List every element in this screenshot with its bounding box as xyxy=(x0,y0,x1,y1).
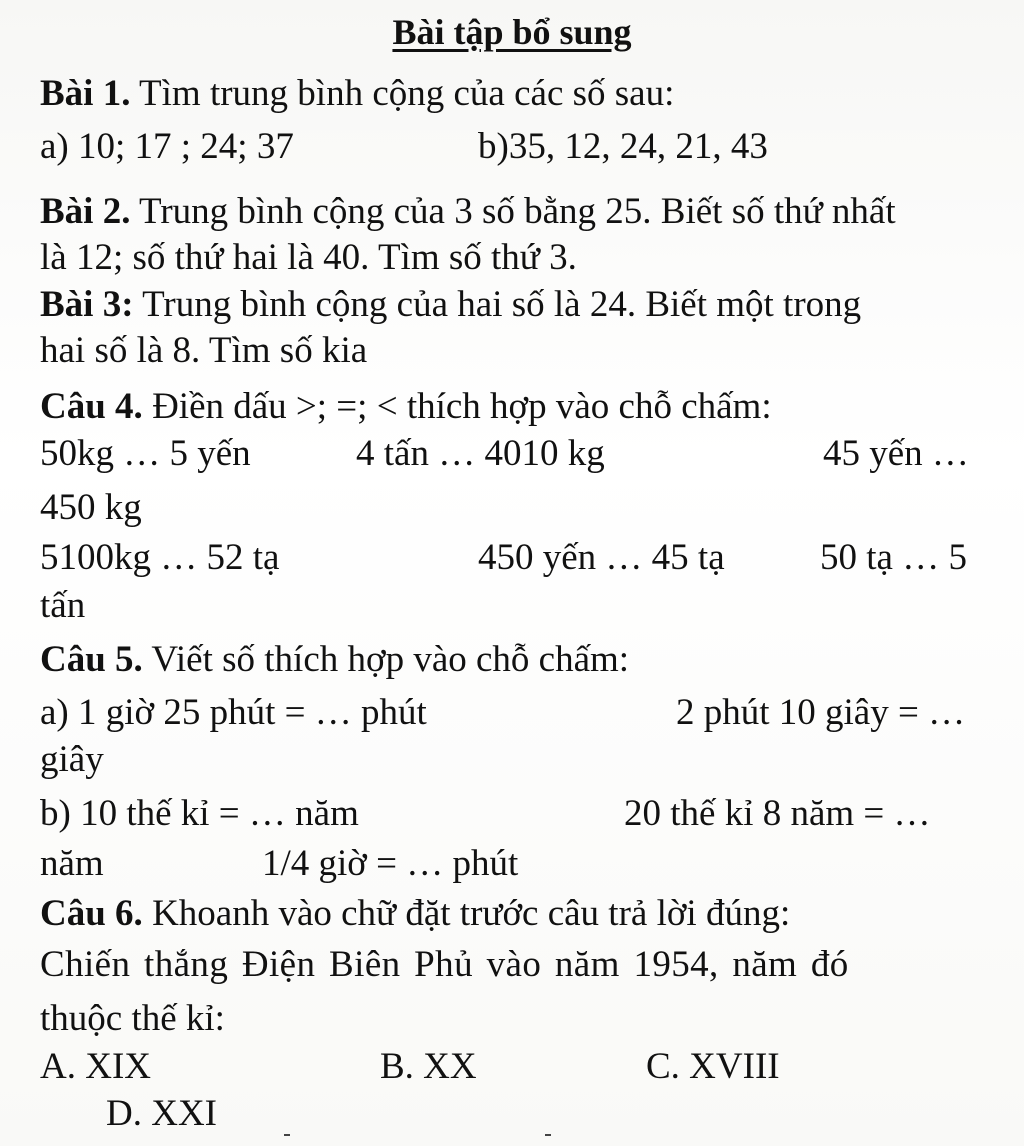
cau6-option-b: B. XX xyxy=(380,1046,477,1087)
cau4-item-5: 450 yến … 45 tạ xyxy=(478,537,725,578)
bai2-text-2: là 12; số thứ hai là 40. Tìm số thứ 3. xyxy=(40,237,577,278)
cau5-item-b2-cont: năm xyxy=(40,843,104,884)
cau5-item-b3: 1/4 giờ = … phút xyxy=(262,843,519,884)
cau4-item-3-cont: 450 kg xyxy=(40,487,142,528)
bai1-heading-text xyxy=(40,72,674,116)
cau5-item-b2: 20 thế kỉ 8 năm = … xyxy=(624,793,931,834)
bai1-item-a: a) 10; 17 ; 24; 37 xyxy=(40,126,294,167)
cau6-text: Khoanh vào chữ đặt trước câu trả lời đúng: xyxy=(142,893,791,934)
bai3-label: Bài 3: xyxy=(40,284,134,325)
bai2-label: Bài 2. xyxy=(40,191,131,232)
bai2-text-1: Trung bình cộng của 3 số bằng 25. Biết số thứ nhất xyxy=(130,191,896,232)
cau4-label: Câu 4. xyxy=(40,386,143,427)
cau6-heading-text xyxy=(40,892,790,936)
cau6-question-text-2: thuộc thế kỉ: xyxy=(40,998,225,1039)
cau5-item-a2: 2 phút 10 giây = … xyxy=(676,692,966,733)
page-title xyxy=(0,10,1024,54)
bai1-label: Bài 1. xyxy=(40,73,131,114)
cau5-item-b1: b) 10 thế kỉ = … năm xyxy=(40,793,359,834)
bai3-text-1: Trung bình cộng của hai số là 24. Biết một trong xyxy=(133,284,862,325)
cau5-heading-text xyxy=(40,638,629,682)
cau4-item-6: 50 tạ … 5 xyxy=(820,537,967,578)
cau5-text: Viết số thích hợp vào chỗ chấm: xyxy=(142,639,630,680)
cau5-item-a1: a) 1 giờ 25 phút = … phút xyxy=(40,692,427,733)
cropped-next-line xyxy=(0,1134,1024,1146)
bai3-text-2: hai số là 8. Tìm số kia xyxy=(40,330,368,371)
bai3-heading-text xyxy=(40,283,861,327)
cau6-label: Câu 6. xyxy=(40,893,143,934)
cau6-option-a: A. XIX xyxy=(40,1046,151,1087)
cau4-item-1: 50kg … 5 yến xyxy=(40,433,251,474)
bai1-item-b: b)35, 12, 24, 21, 43 xyxy=(478,126,768,167)
cau6-option-c: C. XVIII xyxy=(646,1046,780,1087)
cau6-option-d: D. XXI xyxy=(106,1093,217,1134)
title-text: Bài tập bổ sung xyxy=(392,12,632,52)
bai1-text: Tìm trung bình cộng của các số sau: xyxy=(130,73,675,114)
cau4-text: Điền dấu >; =; < thích hợp vào chỗ chấm: xyxy=(142,386,772,427)
cau4-heading-text xyxy=(40,385,772,429)
bai2-heading-text xyxy=(40,190,896,234)
cropped-mark-2 xyxy=(545,1134,551,1142)
cau5-item-a2-cont: giây xyxy=(40,739,104,780)
cau4-item-2: 4 tấn … 4010 kg xyxy=(356,433,605,474)
cau4-item-3: 45 yến … xyxy=(823,433,969,474)
cau5-label: Câu 5. xyxy=(40,639,143,680)
cropped-mark-1 xyxy=(284,1134,290,1142)
cau4-item-6-cont: tấn xyxy=(40,585,86,626)
cau6-question-text-1: Chiến thắng Điện Biên Phủ vào năm 1954, năm đó xyxy=(40,944,849,985)
cau4-item-4: 5100kg … 52 tạ xyxy=(40,537,280,578)
